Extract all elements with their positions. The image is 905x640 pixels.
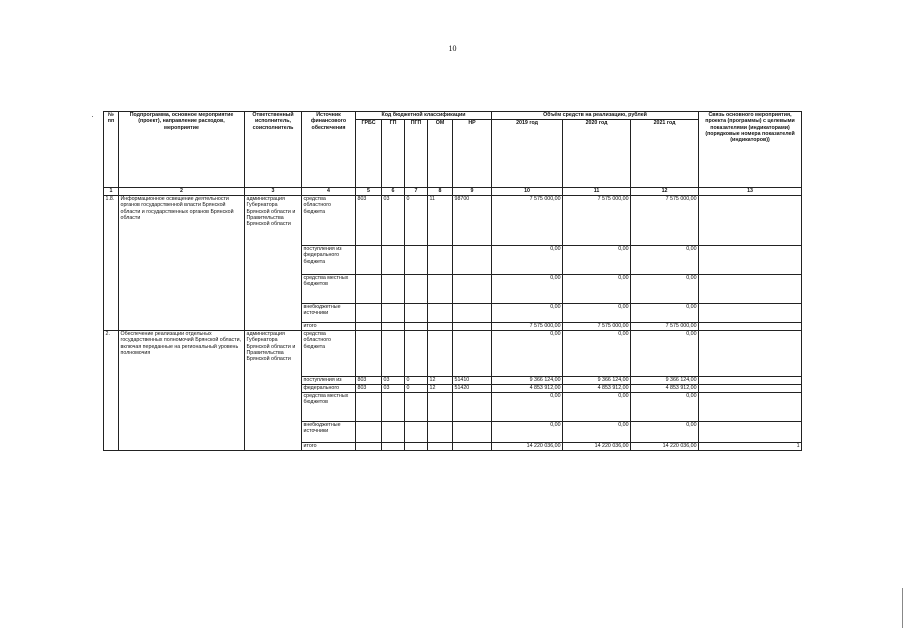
table-row [104,331,802,377]
funding-source: средства областного бюджета [302,196,356,246]
subprogram-name: Информационное освещение деятельности органов государственной власти Брянской области и государственных органов Брянской области [119,196,245,331]
gp-code [382,393,405,422]
nr-code [453,331,492,377]
col-index: 11 [563,188,631,196]
pgp-code: 0 [405,385,428,393]
pgp-code [405,422,428,443]
om-code [428,331,453,377]
amount-2020: 14 220 036,00 [563,443,631,451]
funding-source: внебюджетные источники [302,422,356,443]
col-index: 12 [631,188,699,196]
amount-2020: 0,00 [563,304,631,323]
nr-code [453,323,492,331]
header-responsible: Ответственный исполнитель, соисполнитель [245,112,302,188]
pgp-code [405,331,428,377]
subprogram-name: Обеспечение реализации отдельных государственных полномочий Брянской области, включая переданные на региональный уровень полномочия [119,331,245,451]
header-source: Источник финансового обеспечения [302,112,356,188]
header-grbs: ГРБС [356,120,382,188]
grbs-code [356,443,382,451]
pgp-code [405,246,428,275]
gp-code: 03 [382,385,405,393]
col-index: 5 [356,188,382,196]
responsible-executor: администрация Губернатора Брянской области и Правительства Брянской области [245,331,302,451]
grbs-code [356,323,382,331]
indicator-link [699,331,802,377]
amount-2020: 9 366 124,00 [563,377,631,385]
amount-2019: 7 575 000,00 [492,323,563,331]
grbs-code [356,331,382,377]
header-gp: ГП [382,120,405,188]
indicator-link [699,196,802,246]
nr-code [453,275,492,304]
column-index-row [104,188,802,196]
nr-code: 98700 [453,196,492,246]
gp-code: 03 [382,377,405,385]
nr-code [453,304,492,323]
amount-2019: 14 220 036,00 [492,443,563,451]
funding-source: итого [302,443,356,451]
col-index: 1 [104,188,119,196]
header-subprogram: Подпрограмма, основное мероприятие (проект), направление расходов, мероприятие [119,112,245,188]
header-pgp: ПГП [405,120,428,188]
header-budget-code: Код бюджетной классификации [356,112,492,120]
om-code [428,275,453,304]
gp-code [382,246,405,275]
grbs-code: 803 [356,377,382,385]
om-code [428,443,453,451]
funding-source: средства областного бюджета [302,331,356,377]
amount-2019: 0,00 [492,331,563,377]
gp-code: 03 [382,196,405,246]
pgp-code [405,275,428,304]
nr-code [453,393,492,422]
grbs-code: 803 [356,196,382,246]
om-code [428,246,453,275]
col-index: 7 [405,188,428,196]
gp-code [382,323,405,331]
grbs-code [356,304,382,323]
header-num: № пп [104,112,119,188]
amount-2020: 7 575 000,00 [563,323,631,331]
amount-2020: 7 575 000,00 [563,196,631,246]
amount-2021: 9 366 124,00 [631,377,699,385]
col-index: 2 [119,188,245,196]
amount-2019: 0,00 [492,275,563,304]
funding-source: средства местных бюджетов [302,393,356,422]
amount-2021: 0,00 [631,393,699,422]
amount-2020: 0,00 [563,246,631,275]
table-row [104,196,802,246]
responsible-executor: администрация Губернатора Брянской области и Правительства Брянской области [245,196,302,331]
grbs-code [356,393,382,422]
header-2019: 2019 год [492,120,563,188]
header-2020: 2020 год [563,120,631,188]
amount-2019: 0,00 [492,422,563,443]
amount-2021: 0,00 [631,275,699,304]
scan-speck [92,116,93,117]
amount-2019: 0,00 [492,246,563,275]
pgp-code [405,443,428,451]
nr-code: 51420 [453,385,492,393]
indicator-link [699,323,802,331]
col-index: 10 [492,188,563,196]
funding-source: средства местных бюджетов [302,275,356,304]
col-index: 13 [699,188,802,196]
indicator-link [699,377,802,385]
pgp-code: 0 [405,196,428,246]
funding-source: итого [302,323,356,331]
amount-2019: 9 366 124,00 [492,377,563,385]
col-index: 9 [453,188,492,196]
pgp-code [405,323,428,331]
scan-edge-line [902,588,903,628]
amount-2021: 0,00 [631,246,699,275]
nr-code: 51410 [453,377,492,385]
funding-source: внебюджетные источники [302,304,356,323]
budget-table [103,111,802,451]
col-index: 4 [302,188,356,196]
nr-code [453,422,492,443]
gp-code [382,304,405,323]
nr-code [453,246,492,275]
col-index: 6 [382,188,405,196]
om-code [428,393,453,422]
amount-2021: 0,00 [631,304,699,323]
indicator-link [699,385,802,393]
om-code [428,304,453,323]
amount-2019: 0,00 [492,393,563,422]
funding-source: поступления из [302,377,356,385]
om-code: 12 [428,385,453,393]
col-index: 8 [428,188,453,196]
amount-2020: 0,00 [563,331,631,377]
amount-2020: 0,00 [563,422,631,443]
om-code [428,422,453,443]
amount-2019: 4 853 912,00 [492,385,563,393]
amount-2021: 7 575 000,00 [631,323,699,331]
header-nr: НР [453,120,492,188]
gp-code [382,443,405,451]
row-number: 1.8. [104,196,119,331]
amount-2020: 0,00 [563,275,631,304]
indicator-link [699,393,802,422]
amount-2021: 0,00 [631,331,699,377]
header-om: ОМ [428,120,453,188]
om-code [428,323,453,331]
amount-2021: 14 220 036,00 [631,443,699,451]
header-2021: 2021 год [631,120,699,188]
pgp-code [405,304,428,323]
grbs-code [356,246,382,275]
indicator-link [699,304,802,323]
nr-code [453,443,492,451]
indicator-link [699,422,802,443]
amount-2021: 0,00 [631,422,699,443]
indicator-link [699,275,802,304]
om-code: 12 [428,377,453,385]
amount-2021: 7 575 000,00 [631,196,699,246]
om-code: 11 [428,196,453,246]
indicator-link [699,246,802,275]
amount-2019: 7 575 000,00 [492,196,563,246]
indicator-link: 1 [699,443,802,451]
grbs-code [356,422,382,443]
amount-2021: 4 853 912,00 [631,385,699,393]
gp-code [382,275,405,304]
gp-code [382,331,405,377]
amount-2019: 0,00 [492,304,563,323]
funding-source: поступления из федерального бюджета [302,246,356,275]
funding-source: федерального [302,385,356,393]
grbs-code: 803 [356,385,382,393]
pgp-code [405,393,428,422]
amount-2020: 0,00 [563,393,631,422]
pgp-code: 0 [405,377,428,385]
header-link: Связь основного мероприятия, проекта (программы) с целевыми показателями (индикаторами) (порядковые номера показателей (индикаторов)) [699,112,802,188]
col-index: 3 [245,188,302,196]
grbs-code [356,275,382,304]
row-number: 2. [104,331,119,451]
page-number: 10 [448,44,457,53]
header-funding: Объём средств на реализацию, рублей [492,112,699,120]
gp-code [382,422,405,443]
amount-2020: 4 853 912,00 [563,385,631,393]
